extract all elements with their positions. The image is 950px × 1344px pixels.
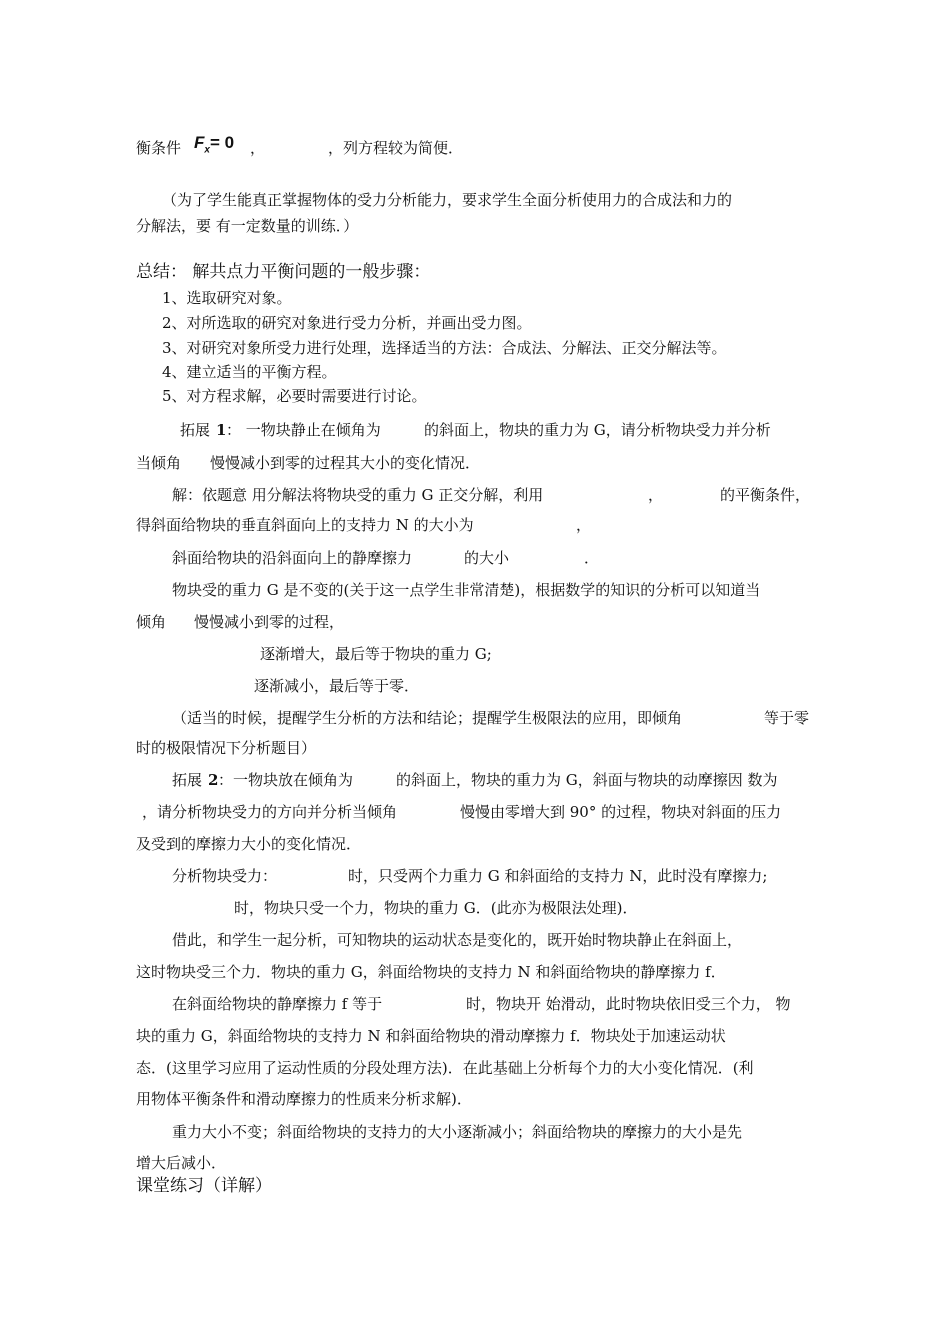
text-fragment: ，请分析物块受力的方向并分析当倾角 (142, 803, 398, 821)
text-fragment: 等于零 (764, 709, 810, 727)
text-fragment: ， (576, 516, 592, 534)
list-item: 5、对方程求解，必要时需要进行讨论。 (162, 387, 427, 405)
text-line: 物块受的重力 G 是不变的(关于这一点学生非常清楚)，根据数学的知识的分析可以知道当 (172, 581, 761, 599)
text-fragment: 解：依题意 用分解法将物块受的重力 G 正交分解，利用 (172, 486, 544, 504)
text-fragment: 当倾角 (136, 454, 182, 472)
text-fragment: 倾角 (136, 613, 167, 631)
summary-heading: 总结： 解共点力平衡问题的一般步骤： (136, 262, 431, 282)
list-item: 1、选取研究对象。 (162, 289, 292, 307)
list-item: 4、建立适当的平衡方程。 (162, 363, 337, 381)
text-fragment: ： 一物块静止在倾角为 (226, 421, 381, 439)
text-line: 逐渐减小，最后等于零． (254, 677, 420, 695)
text-fragment: 斜面给物块的沿斜面向上的静摩擦力 (172, 549, 413, 567)
text-line: 增大后减小． (136, 1154, 227, 1172)
text-fragment: 的斜面上，物块的重力为 G，请分析物块受力并分析 (424, 421, 771, 439)
text-line: 分解法，要 有一定数量的训练．） (136, 217, 359, 235)
text-fragment: ， (250, 139, 266, 157)
text-line: 及受到的摩擦力大小的变化情况． (136, 835, 362, 853)
text-fragment: 得斜面给物块的垂直斜面向上的支持力 N 的大小为 (136, 516, 474, 534)
text-fragment: 分析物块受力： (172, 867, 278, 885)
text-fragment: （适当的时候，提醒学生分析的方法和结论；提醒学生极限法的应用，即倾角 (172, 709, 683, 727)
text-line: （为了学生能真正掌握物体的受力分析能力，要求学生全面分析使用力的合成法和力的 (162, 191, 733, 209)
text-line: 衡条件 (136, 139, 182, 157)
text-line: 这时物块受三个力．物块的重力 G，斜面给物块的支持力 N 和斜面给物块的静摩擦力 f． (136, 963, 726, 981)
text-fragment: 慢慢减小到零的过程， (194, 613, 345, 631)
text-fragment: 拓展 (172, 771, 203, 789)
text-fragment: 时，物块开 始滑动，此时物块依旧受三个力， 物 (466, 995, 791, 1013)
section-heading-classroom-practice: 课堂练习（详解） (136, 1176, 272, 1196)
text-line: 态．(这里学习应用了运动性质的分段处理方法)．在此基础上分析每个力的大小变化情况．(利 (136, 1059, 754, 1077)
text-fragment: ． (584, 549, 600, 567)
text-line: 时，物块只受一个力，物块的重力 G．(此亦为极限法处理)． (234, 899, 638, 917)
text-fragment: ， (648, 486, 664, 504)
text-line: 借此，和学生一起分析，可知物块的运动状态是变化的，既开始时物块静止在斜面上， (172, 931, 743, 949)
text-fragment: 2 (208, 771, 219, 789)
text-fragment: 1 (216, 421, 227, 439)
text-line: 块的重力 G，斜面给物块的支持力 N 和斜面给物块的滑动摩擦力 f．物块处于加速运动状 (136, 1027, 726, 1045)
text-fragment: ，列方程较为简便． (328, 139, 464, 157)
list-item: 3、对研究对象所受力进行处理，选择适当的方法：合成法、分解法、正交分解法等。 (162, 339, 727, 357)
text-fragment: ：一物块放在倾角为 (218, 771, 354, 789)
text-fragment: 的大小 (464, 549, 510, 567)
text-fragment: 的平衡条件， (720, 486, 811, 504)
text-line: 逐渐增大，最后等于物块的重力 G; (260, 645, 492, 663)
text-fragment: 慢慢由零增大到 90° 的过程，物块对斜面的压力 (460, 803, 782, 821)
text-fragment: 慢慢减小到零的过程其大小的变化情况． (210, 454, 481, 472)
list-item: 2、对所选取的研究对象进行受力分析，并画出受力图。 (162, 314, 532, 332)
text-line: 重力大小不变；斜面给物块的支持力的大小逐渐减小；斜面给物块的摩擦力的大小是先 (172, 1123, 743, 1141)
text-fragment: 的斜面上，物块的重力为 G，斜面与物块的动摩擦因 数为 (396, 771, 778, 789)
text-line: 用物体平衡条件和滑动摩擦力的性质来分析求解)． (136, 1090, 472, 1108)
text-fragment: 拓展 (180, 421, 211, 439)
text-line: 时的极限情况下分析题目） (136, 739, 317, 757)
text-fragment: 时，只受两个力重力 G 和斜面给的支持力 N，此时没有摩擦力; (348, 867, 768, 885)
formula-fx-equals-zero: $F_x= 0$ (194, 133, 235, 156)
text-fragment: 在斜面给物块的静摩擦力 f 等于 (172, 995, 383, 1013)
